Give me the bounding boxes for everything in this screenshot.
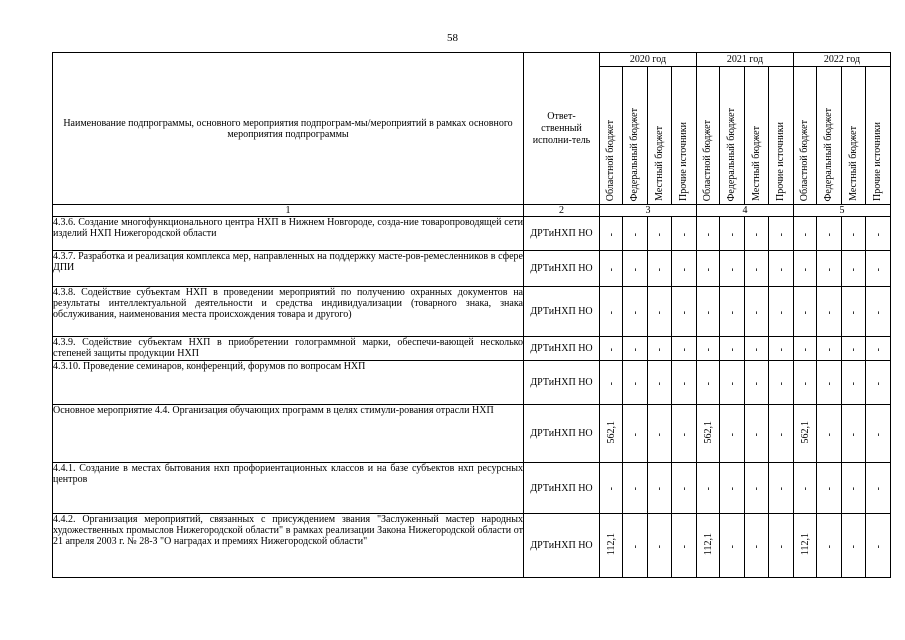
row-name: 4.3.6. Создание многофункционального центра НХП в Нижнем Новгороде, созда-ние товаропроводящей сети изделий НХП Нижегородской области [53, 217, 524, 251]
row-executor: ДРТиНХП НО [524, 337, 600, 361]
row-value: - [678, 381, 690, 385]
row-value-cell [842, 405, 866, 463]
row-value-cell [745, 514, 769, 578]
row-value: - [872, 432, 884, 436]
row-value: 562,1 [799, 420, 811, 444]
row-value-cell [745, 337, 769, 361]
row-value: - [678, 347, 690, 351]
row-value-cell [720, 463, 745, 514]
executor-column-header: Ответ-ственный исполни-тель [524, 53, 600, 205]
row-value-cell [745, 361, 769, 405]
row-value: - [726, 310, 738, 314]
row-value: - [848, 267, 859, 271]
row-value-cell [817, 217, 842, 251]
col-number-1: 1 [53, 205, 524, 217]
source-header-2-1 [817, 67, 842, 205]
row-value: - [872, 232, 884, 236]
row-value-cell [600, 361, 623, 405]
row-value: - [823, 487, 835, 491]
row-value: - [872, 347, 884, 351]
row-value-cell [672, 514, 697, 578]
row-value: - [702, 310, 714, 314]
source-header-0-2 [648, 67, 672, 205]
row-value-cell [769, 217, 794, 251]
row-value-cell [842, 287, 866, 337]
table-row [53, 337, 891, 361]
source-header-2-0 [794, 67, 817, 205]
row-value: - [848, 487, 859, 491]
row-value: - [775, 267, 787, 271]
budget-table [52, 52, 891, 578]
row-value: - [848, 432, 859, 436]
row-value: - [751, 347, 762, 351]
row-value-cell [672, 361, 697, 405]
source-header-label: Прочие источники [872, 122, 883, 201]
row-value: - [629, 310, 641, 314]
row-value-cell [745, 405, 769, 463]
source-header-label: Местный бюджет [750, 126, 762, 201]
page-number: 58 [447, 32, 458, 44]
row-value-cell [697, 405, 720, 463]
row-value: - [605, 487, 617, 491]
row-executor: ДРТиНХП НО [524, 405, 600, 463]
row-value: - [775, 232, 787, 236]
row-value-cell [769, 287, 794, 337]
row-value-cell [720, 405, 745, 463]
row-value-cell [600, 337, 623, 361]
row-value: - [799, 381, 811, 385]
source-header-label: Федеральный бюджет [726, 107, 737, 201]
col-number-3: 3 [600, 205, 697, 217]
row-value-cell [745, 217, 769, 251]
row-value-cell [623, 217, 648, 251]
row-value: 112,1 [702, 532, 714, 556]
row-executor: ДРТиНХП НО [524, 217, 600, 251]
row-value: - [654, 267, 665, 271]
row-value-cell [648, 361, 672, 405]
year-header-2022: 2022 год [794, 53, 891, 67]
row-value-cell [866, 337, 891, 361]
row-value-cell [720, 361, 745, 405]
row-value-cell [769, 337, 794, 361]
row-value: - [629, 347, 641, 351]
row-value: - [751, 267, 762, 271]
row-value: - [654, 310, 665, 314]
row-name: 4.3.10. Проведение семинаров, конференций, форумов по вопросам НХП [53, 361, 524, 405]
row-value-cell [697, 463, 720, 514]
row-value: - [751, 381, 762, 385]
row-value-cell [866, 251, 891, 287]
row-executor: ДРТиНХП НО [524, 361, 600, 405]
row-value: - [872, 381, 884, 385]
row-value-cell [600, 287, 623, 337]
row-value-cell [769, 251, 794, 287]
row-value: - [605, 232, 617, 236]
row-value: - [775, 381, 787, 385]
row-value: - [751, 487, 762, 491]
row-value-cell [648, 287, 672, 337]
row-value-cell [817, 514, 842, 578]
row-name: 4.3.9. Содействие субъектам НХП в приобретении голограммной марки, обеспечи-вающей несколько степеней защиты продукции НХП [53, 337, 523, 359]
row-value-cell [672, 251, 697, 287]
row-value-cell [794, 287, 817, 337]
source-header-label: Федеральный бюджет [629, 107, 640, 201]
row-value-cell [600, 251, 623, 287]
row-value: - [629, 487, 641, 491]
row-value-cell [672, 463, 697, 514]
col-number-4: 4 [697, 205, 794, 217]
row-value: - [848, 381, 859, 385]
row-value-cell [817, 361, 842, 405]
row-value-cell [794, 337, 817, 361]
row-value-cell [672, 287, 697, 337]
row-value: - [605, 267, 617, 271]
row-name: 4.3.8. Содействие субъектам НХП в проведении мероприятий по получению охранных документов на результаты интеллектуальной деятельности и средства индивидуализации (товарного знака, знака обслуживания, наименования места происхождения товара и другого) [53, 287, 524, 337]
row-value: - [823, 310, 835, 314]
row-value-cell [648, 217, 672, 251]
source-header-1-1 [720, 67, 745, 205]
row-value: - [678, 544, 690, 548]
row-value-cell [745, 463, 769, 514]
row-value: - [726, 232, 738, 236]
table-row [53, 217, 891, 251]
row-value: - [678, 487, 690, 491]
row-value: - [726, 487, 738, 491]
row-value: - [629, 544, 641, 548]
source-header-label: Областной бюджет [799, 119, 810, 201]
row-value-cell [817, 405, 842, 463]
row-value: - [775, 310, 787, 314]
row-value-cell [769, 463, 794, 514]
row-value: - [751, 544, 762, 548]
row-value: - [823, 232, 835, 236]
row-value-cell [623, 337, 648, 361]
row-value-cell [769, 514, 794, 578]
row-value: - [702, 381, 714, 385]
row-value: - [726, 544, 738, 548]
row-value-cell [794, 463, 817, 514]
row-value: - [823, 544, 835, 548]
row-value-cell [697, 287, 720, 337]
row-value: - [605, 347, 617, 351]
row-value-cell [817, 463, 842, 514]
row-value: - [872, 310, 884, 314]
row-value: - [823, 347, 835, 351]
row-value-cell [866, 361, 891, 405]
row-value-cell [794, 251, 817, 287]
source-header-0-0 [600, 67, 623, 205]
row-value-cell [720, 217, 745, 251]
row-value: - [726, 432, 738, 436]
source-header-2-2 [842, 67, 866, 205]
row-value: - [678, 232, 690, 236]
row-value-cell [842, 361, 866, 405]
row-value: - [872, 267, 884, 271]
row-value: 562,1 [605, 420, 617, 444]
row-value-cell [697, 514, 720, 578]
row-value: - [702, 347, 714, 351]
row-value: - [678, 267, 690, 271]
row-value-cell [842, 217, 866, 251]
source-header-1-3 [769, 67, 794, 205]
row-value: - [629, 232, 641, 236]
row-value-cell [842, 337, 866, 361]
row-value: - [654, 232, 665, 236]
row-value: - [654, 432, 665, 436]
row-value-cell [600, 514, 623, 578]
row-value: - [629, 267, 641, 271]
row-value-cell [745, 251, 769, 287]
source-header-label: Прочие источники [678, 122, 689, 201]
row-value: - [751, 432, 762, 436]
row-value-cell [623, 251, 648, 287]
row-value: - [654, 347, 665, 351]
row-value-cell [817, 251, 842, 287]
row-value: - [726, 347, 738, 351]
source-header-label: Областной бюджет [702, 119, 713, 201]
source-header-1-0 [697, 67, 720, 205]
row-value: - [605, 381, 617, 385]
row-name: 4.4.2. Организация мероприятий, связанных с присуждением звания "Заслуженный мастер народных художественных промыслов Нижегородской области" в рамках реализации Закона Нижегородской области от 21 апреля 2003 г. № 28-З "О наградах и премиях Нижегородской области" [53, 514, 524, 578]
table-row [53, 405, 891, 463]
row-value: - [654, 544, 665, 548]
row-value: - [799, 267, 811, 271]
year-header-2020: 2020 год [600, 53, 697, 67]
row-value: - [726, 267, 738, 271]
row-value: 112,1 [605, 532, 617, 556]
row-value: - [775, 432, 787, 436]
row-value: - [799, 347, 811, 351]
row-value-cell [648, 463, 672, 514]
table-row [53, 514, 891, 578]
row-value: - [775, 487, 787, 491]
row-value: - [629, 432, 641, 436]
source-header-0-3 [672, 67, 697, 205]
row-value-cell [697, 217, 720, 251]
row-executor: ДРТиНХП НО [524, 287, 600, 337]
row-value-cell [672, 405, 697, 463]
row-value-cell [842, 463, 866, 514]
row-value-cell [866, 514, 891, 578]
row-value-cell [648, 405, 672, 463]
row-value-cell [600, 405, 623, 463]
row-value-cell [600, 463, 623, 514]
row-value: - [678, 432, 690, 436]
row-value: - [751, 310, 762, 314]
row-value: - [775, 347, 787, 351]
row-value: - [678, 310, 690, 314]
row-value: - [629, 381, 641, 385]
row-value: - [848, 310, 859, 314]
row-value-cell [648, 514, 672, 578]
row-value: - [654, 381, 665, 385]
row-value-cell [866, 405, 891, 463]
row-executor: ДРТиНХП НО [524, 251, 600, 287]
row-value-cell [866, 217, 891, 251]
row-value: - [605, 310, 617, 314]
row-value-cell [720, 287, 745, 337]
row-value-cell [623, 514, 648, 578]
row-value-cell [817, 287, 842, 337]
row-value: - [726, 381, 738, 385]
row-name: 4.4.1. Создание в местах бытования нхп профориентационных классов и на базе субъектов нхп ресурсных центров [53, 463, 524, 514]
row-value-cell [794, 514, 817, 578]
row-value-cell [794, 361, 817, 405]
row-value-cell [769, 361, 794, 405]
row-value: - [799, 487, 811, 491]
row-value-cell [866, 463, 891, 514]
row-value-cell [648, 251, 672, 287]
row-value-cell [648, 337, 672, 361]
row-value-cell [697, 337, 720, 361]
year-header-2021: 2021 год [697, 53, 794, 67]
row-value-cell [720, 251, 745, 287]
row-value: - [702, 232, 714, 236]
row-value-cell [623, 287, 648, 337]
row-value-cell [600, 217, 623, 251]
name-column-header: Наименование подпрограммы, основного мероприятия подпрограм-мы/мероприятий в рамках основного мероприятия подпрограммы [53, 53, 524, 205]
source-header-0-1 [623, 67, 648, 205]
source-header-label: Местный бюджет [847, 126, 859, 201]
source-header-2-3 [866, 67, 891, 205]
row-executor: ДРТиНХП НО [524, 514, 600, 578]
source-header-label: Прочие источники [775, 122, 786, 201]
row-value-cell [769, 405, 794, 463]
row-value: - [654, 487, 665, 491]
row-value: - [702, 267, 714, 271]
row-value-cell [697, 251, 720, 287]
row-value: - [775, 544, 787, 548]
row-value-cell [672, 337, 697, 361]
row-value: - [823, 267, 835, 271]
row-value-cell [672, 217, 697, 251]
row-value: - [872, 544, 884, 548]
row-name: Основное мероприятие 4.4. Организация обучающих программ в целях стимули-рования отрасли НХП [53, 405, 524, 463]
row-value: - [702, 487, 714, 491]
source-header-label: Местный бюджет [653, 126, 665, 201]
row-value-cell [866, 287, 891, 337]
table-row [53, 361, 891, 405]
row-value-cell [794, 405, 817, 463]
source-header-label: Областной бюджет [605, 119, 616, 201]
row-value: - [751, 232, 762, 236]
row-executor: ДРТиНХП НО [524, 463, 600, 514]
row-value-cell [720, 514, 745, 578]
source-header-label: Федеральный бюджет [823, 107, 834, 201]
table-row [53, 463, 891, 514]
row-value: 112,1 [799, 532, 811, 556]
row-value: - [848, 232, 859, 236]
row-value-cell [817, 337, 842, 361]
table-row [53, 287, 891, 337]
row-value-cell [745, 287, 769, 337]
row-value-cell [623, 463, 648, 514]
col-number-2: 2 [524, 205, 600, 217]
row-value-cell [842, 514, 866, 578]
row-value: 562,1 [702, 420, 714, 444]
row-value: - [848, 347, 859, 351]
row-value-cell [720, 337, 745, 361]
row-value-cell [623, 405, 648, 463]
row-name: 4.3.7. Разработка и реализация комплекса мер, направленных на поддержку масте-ров-ремесленников в сфере ДПИ [53, 251, 524, 287]
table-row [53, 251, 891, 287]
row-value-cell [794, 217, 817, 251]
row-value: - [799, 310, 811, 314]
source-header-1-2 [745, 67, 769, 205]
row-value: - [848, 544, 859, 548]
row-value-cell [842, 251, 866, 287]
row-value: - [823, 432, 835, 436]
row-value-cell [697, 361, 720, 405]
row-value: - [872, 487, 884, 491]
col-number-5: 5 [794, 205, 891, 217]
row-value-cell [623, 361, 648, 405]
row-value: - [799, 232, 811, 236]
row-value: - [823, 381, 835, 385]
